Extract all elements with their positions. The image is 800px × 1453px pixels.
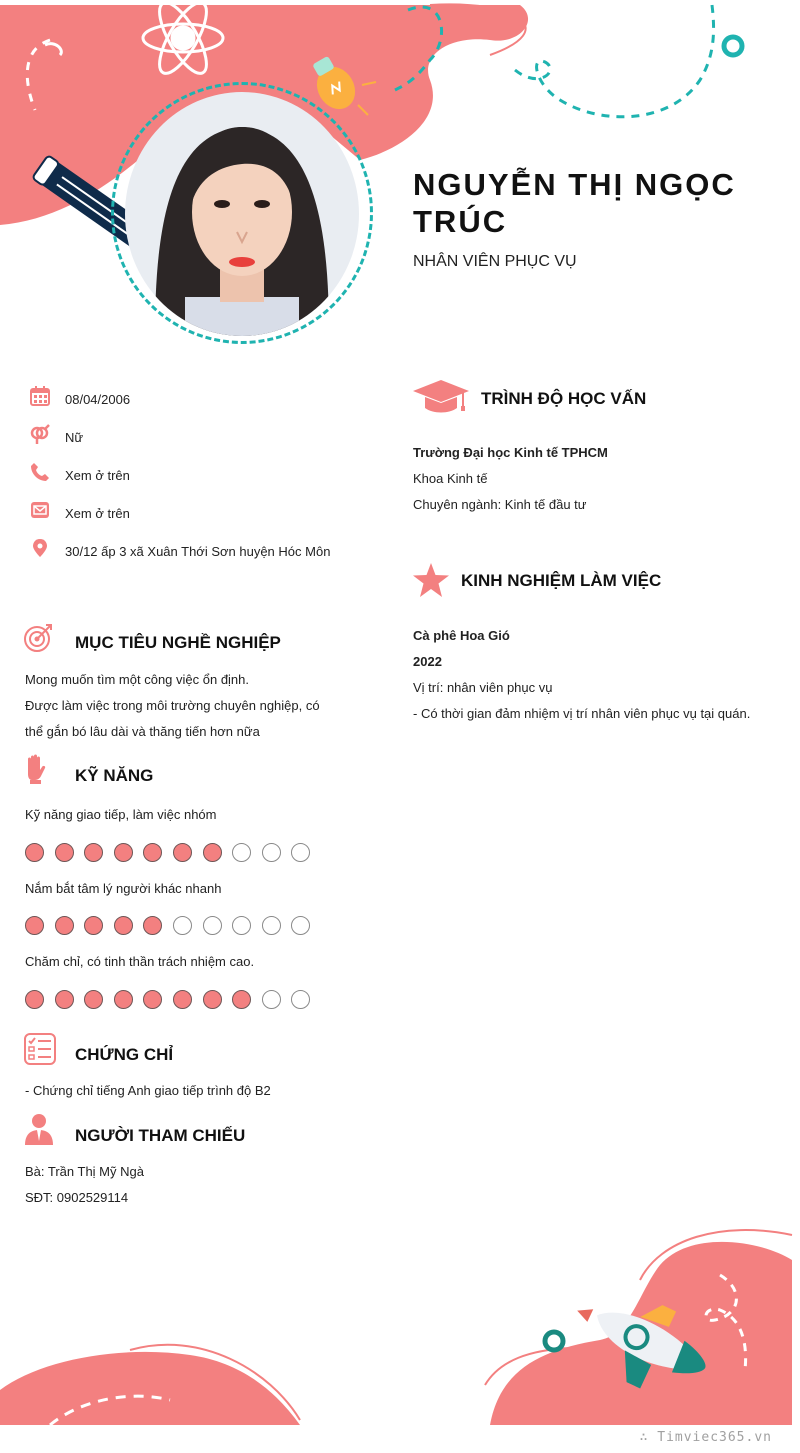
experience-details bbox=[413, 623, 783, 727]
rating-dot-filled bbox=[143, 916, 162, 935]
skill-label: Nắm bắt tâm lý người khác nhanh bbox=[25, 881, 222, 896]
email-icon bbox=[30, 500, 50, 520]
rating-dot-filled bbox=[84, 916, 103, 935]
candidate-name: NGUYỄN THỊ NGỌC TRÚC bbox=[413, 167, 736, 239]
rating-dot-filled bbox=[114, 916, 133, 935]
star-icon bbox=[413, 563, 449, 597]
rating-dot-filled bbox=[143, 843, 162, 862]
gender-icon bbox=[30, 424, 50, 444]
calendar-icon bbox=[30, 386, 50, 406]
experience-position: Vị trí: nhân viên phục vụ bbox=[413, 680, 553, 695]
skills-title: KỸ NĂNG bbox=[75, 766, 154, 785]
rating-dot-empty bbox=[291, 990, 310, 1009]
target-icon bbox=[24, 624, 52, 652]
skill-label: Chăm chỉ, có tinh thần trách nhiệm cao. bbox=[25, 954, 255, 969]
career-objective-text bbox=[25, 667, 325, 745]
rating-dot-filled bbox=[143, 990, 162, 1009]
rating-dot-filled bbox=[114, 843, 133, 862]
skill-rating bbox=[25, 916, 325, 940]
reference-name: Bà: Trần Thị Mỹ Ngà bbox=[25, 1164, 144, 1179]
rating-dot-empty bbox=[173, 916, 192, 935]
company-name: Cà phê Hoa Gió bbox=[413, 628, 510, 643]
rating-dot-empty bbox=[262, 916, 281, 935]
rating-dot-filled bbox=[114, 990, 133, 1009]
experience-year: 2022 bbox=[413, 654, 442, 669]
certificates-title: CHỨNG CHỈ bbox=[75, 1045, 174, 1064]
references-title: NGƯỜI THAM CHIẾU bbox=[75, 1126, 246, 1145]
rating-dot-empty bbox=[291, 916, 310, 935]
watermark: ∴ Timviec365.vn bbox=[639, 1430, 772, 1445]
profile-photo bbox=[125, 92, 359, 336]
references-text bbox=[25, 1159, 144, 1211]
rating-dot-filled bbox=[25, 916, 44, 935]
rating-dot-filled bbox=[55, 990, 74, 1009]
rating-dot-empty bbox=[262, 843, 281, 862]
major: Chuyên ngành: Kinh tế đầu tư bbox=[413, 497, 587, 512]
rating-dot-filled bbox=[232, 990, 251, 1009]
rating-dot-filled bbox=[203, 843, 222, 862]
certificate-item: - Chứng chỉ tiếng Anh giao tiếp trình độ B2 bbox=[25, 1083, 271, 1098]
pink-blob-bottom-left bbox=[0, 1352, 300, 1425]
education-title: TRÌNH ĐỘ HỌC VẤN bbox=[481, 389, 647, 408]
rating-dot-filled bbox=[173, 990, 192, 1009]
experience-description: - Có thời gian đảm nhiệm vị trí nhân viên phục vụ tại quán. bbox=[413, 706, 751, 721]
rating-dot-empty bbox=[262, 990, 281, 1009]
job-title: NHÂN VIÊN PHỤC VỤ bbox=[413, 253, 577, 270]
footer-decoration bbox=[0, 1220, 800, 1430]
rating-dot-empty bbox=[291, 843, 310, 862]
school-name: Trường Đại học Kinh tế TPHCM bbox=[413, 445, 608, 460]
rating-dot-filled bbox=[203, 990, 222, 1009]
rating-dot-filled bbox=[84, 843, 103, 862]
skill-rating bbox=[25, 843, 325, 867]
graduation-cap-icon bbox=[413, 380, 469, 414]
email-value: Xem ở trên bbox=[65, 506, 130, 521]
skill-label: Kỹ năng giao tiếp, làm việc nhóm bbox=[25, 807, 217, 822]
education-details bbox=[413, 440, 773, 518]
person-icon bbox=[25, 1113, 53, 1145]
rating-dot-filled bbox=[55, 916, 74, 935]
phone-icon bbox=[30, 462, 50, 482]
reference-phone: SĐT: 0902529114 bbox=[25, 1190, 129, 1205]
checklist-icon bbox=[24, 1033, 56, 1065]
phone-value: Xem ở trên bbox=[65, 468, 130, 483]
rating-dot-empty bbox=[232, 916, 251, 935]
faculty: Khoa Kinh tế bbox=[413, 471, 488, 486]
career-objective-title: MỤC TIÊU NGHỀ NGHIỆP bbox=[75, 633, 281, 652]
rating-dot-filled bbox=[173, 843, 192, 862]
rating-dot-filled bbox=[25, 990, 44, 1009]
teal-ring bbox=[724, 37, 742, 55]
address-value: 30/12 ấp 3 xã Xuân Thới Sơn huyện Hóc Môn bbox=[65, 544, 331, 559]
teal-ring bbox=[545, 1332, 563, 1350]
rating-dot-filled bbox=[84, 990, 103, 1009]
experience-title: KINH NGHIỆM LÀM VIỆC bbox=[461, 571, 662, 590]
hand-icon bbox=[25, 754, 47, 784]
objective-line: Mong muốn tìm một công việc ổn định. bbox=[25, 672, 250, 687]
rating-dot-empty bbox=[232, 843, 251, 862]
skill-rating bbox=[25, 990, 325, 1014]
objective-line: Được làm việc trong môi trường chuyên nghiệp, có thể gắn bó lâu dài và thăng tiến hơn nữa bbox=[25, 698, 320, 739]
rating-dot-empty bbox=[203, 916, 222, 935]
rating-dot-filled bbox=[25, 843, 44, 862]
birthdate-value: 08/04/2006 bbox=[65, 392, 131, 407]
gender-value: Nữ bbox=[65, 430, 84, 445]
rating-dot-filled bbox=[55, 843, 74, 862]
location-pin-icon bbox=[30, 538, 50, 558]
